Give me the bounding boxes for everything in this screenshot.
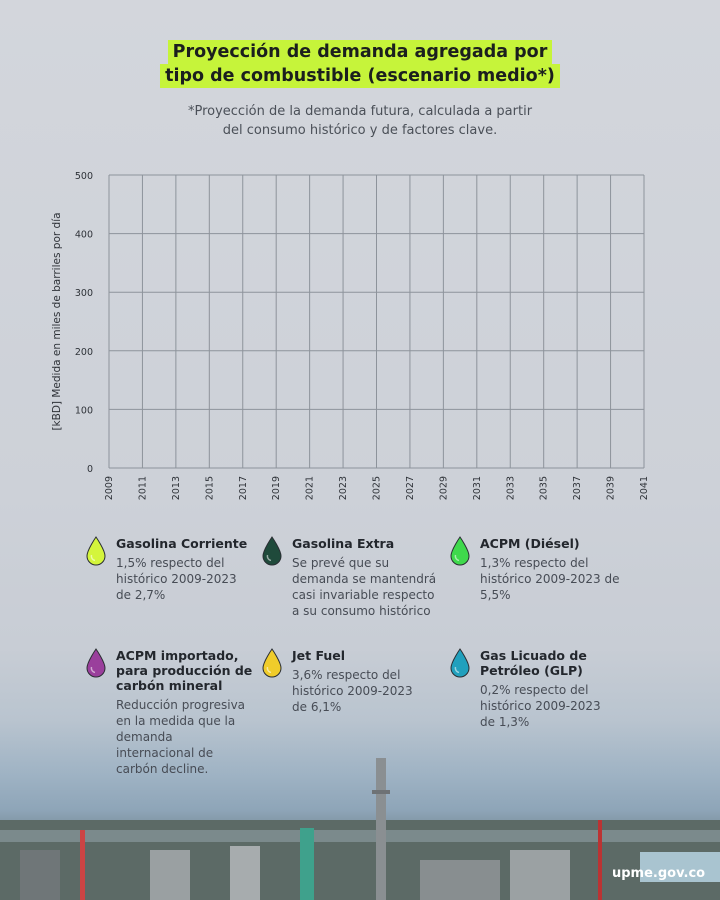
legend-description-line: de 1,3% <box>480 715 530 729</box>
y-axis-label: [kBD] Medida en miles de barriles por día <box>51 212 63 431</box>
legend-name: Gas Licuado de Petróleo (GLP) <box>480 648 587 678</box>
x-tick-label: 2039 <box>605 476 617 501</box>
y-tick-label: 300 <box>74 288 93 300</box>
x-tick-label: 2037 <box>572 476 584 501</box>
legend-description-line: histórico 2009-2023 <box>480 699 601 713</box>
x-tick-label: 2025 <box>371 476 383 501</box>
legend-description-line: 0,2% respecto del <box>480 683 589 697</box>
fuel-drop-icon <box>86 536 106 566</box>
subtitle-line-1: *Proyección de la demanda futura, calculada a partir <box>187 104 533 119</box>
legend-description <box>480 682 630 730</box>
y-tick-label: 0 <box>86 464 93 475</box>
legend-description-line: 5,5% <box>480 588 511 602</box>
x-tick-label: 2013 <box>170 476 182 501</box>
title-line-2: tipo de combustible (escenario medio*) <box>160 64 560 88</box>
legend-description-line: histórico 2009-2023 de <box>480 572 620 586</box>
legend-description-line: de 2,7% <box>116 588 166 602</box>
x-tick-label: 2035 <box>538 476 550 501</box>
legend-description-line: 1,5% respecto del <box>116 556 225 570</box>
x-tick-label: 2015 <box>204 476 216 501</box>
fuel-drop-icon <box>86 648 106 678</box>
website-url: upme.gov.co <box>612 866 706 881</box>
x-tick-label: 2009 <box>104 476 115 501</box>
legend-description-line: carbón decline. <box>116 762 209 776</box>
fuel-drop-icon <box>450 536 470 566</box>
legend-description-line: histórico 2009-2023 <box>292 684 413 698</box>
fuel-drop-icon <box>450 648 470 678</box>
legend-description <box>116 555 266 603</box>
legend-description-line: 3,6% respecto del <box>292 668 401 682</box>
legend-description <box>480 555 630 603</box>
subtitle-line-2: del consumo histórico y de factores clave. <box>222 123 498 138</box>
legend-name: ACPM importado, para producción de carbón mineral <box>116 648 253 693</box>
legend-description <box>292 667 442 715</box>
subtitle <box>120 102 600 140</box>
x-tick-label: 2027 <box>404 476 416 501</box>
legend-name: Gasolina Extra <box>292 536 395 551</box>
x-tick-label: 2029 <box>438 476 450 501</box>
line-chart <box>0 160 720 520</box>
legend-description <box>292 555 442 619</box>
x-tick-label: 2023 <box>338 476 350 501</box>
legend-name: Gasolina Corriente <box>116 536 248 551</box>
legend-description-line: Reducción progresiva <box>116 698 246 712</box>
legend-description-line: demanda se mantendrá <box>292 572 437 586</box>
fuel-drop-icon <box>262 536 282 566</box>
legend-name: Jet Fuel <box>292 648 346 663</box>
page-title <box>0 40 720 88</box>
x-tick-label: 2011 <box>137 476 149 501</box>
fuel-drop-icon <box>262 648 282 678</box>
y-tick-label: 400 <box>74 229 93 241</box>
x-tick-label: 2033 <box>505 476 517 501</box>
x-tick-label: 2041 <box>639 476 650 501</box>
legend-name: ACPM (Diésel) <box>480 536 580 551</box>
y-tick-label: 500 <box>74 171 93 182</box>
x-tick-label: 2021 <box>304 476 316 501</box>
x-tick-label: 2031 <box>471 476 483 501</box>
x-tick-label: 2019 <box>271 476 283 501</box>
legend-description-line: histórico 2009-2023 <box>116 572 237 586</box>
y-tick-label: 200 <box>74 346 93 358</box>
legend-description-line: en la medida que la <box>116 714 236 728</box>
y-tick-label: 100 <box>74 405 93 417</box>
legend-description-line: de 6,1% <box>292 700 342 714</box>
legend-description-line: Se prevé que su <box>292 556 390 570</box>
legend-description-line: internacional de <box>116 746 214 760</box>
title-line-1: Proyección de demanda agregada por <box>168 40 553 64</box>
legend-description-line: 1,3% respecto del <box>480 556 589 570</box>
legend-description-line: casi invariable respecto <box>292 588 435 602</box>
x-tick-label: 2017 <box>237 476 249 501</box>
legend-description-line: demanda <box>116 730 173 744</box>
legend-description-line: a su consumo histórico <box>292 604 431 618</box>
